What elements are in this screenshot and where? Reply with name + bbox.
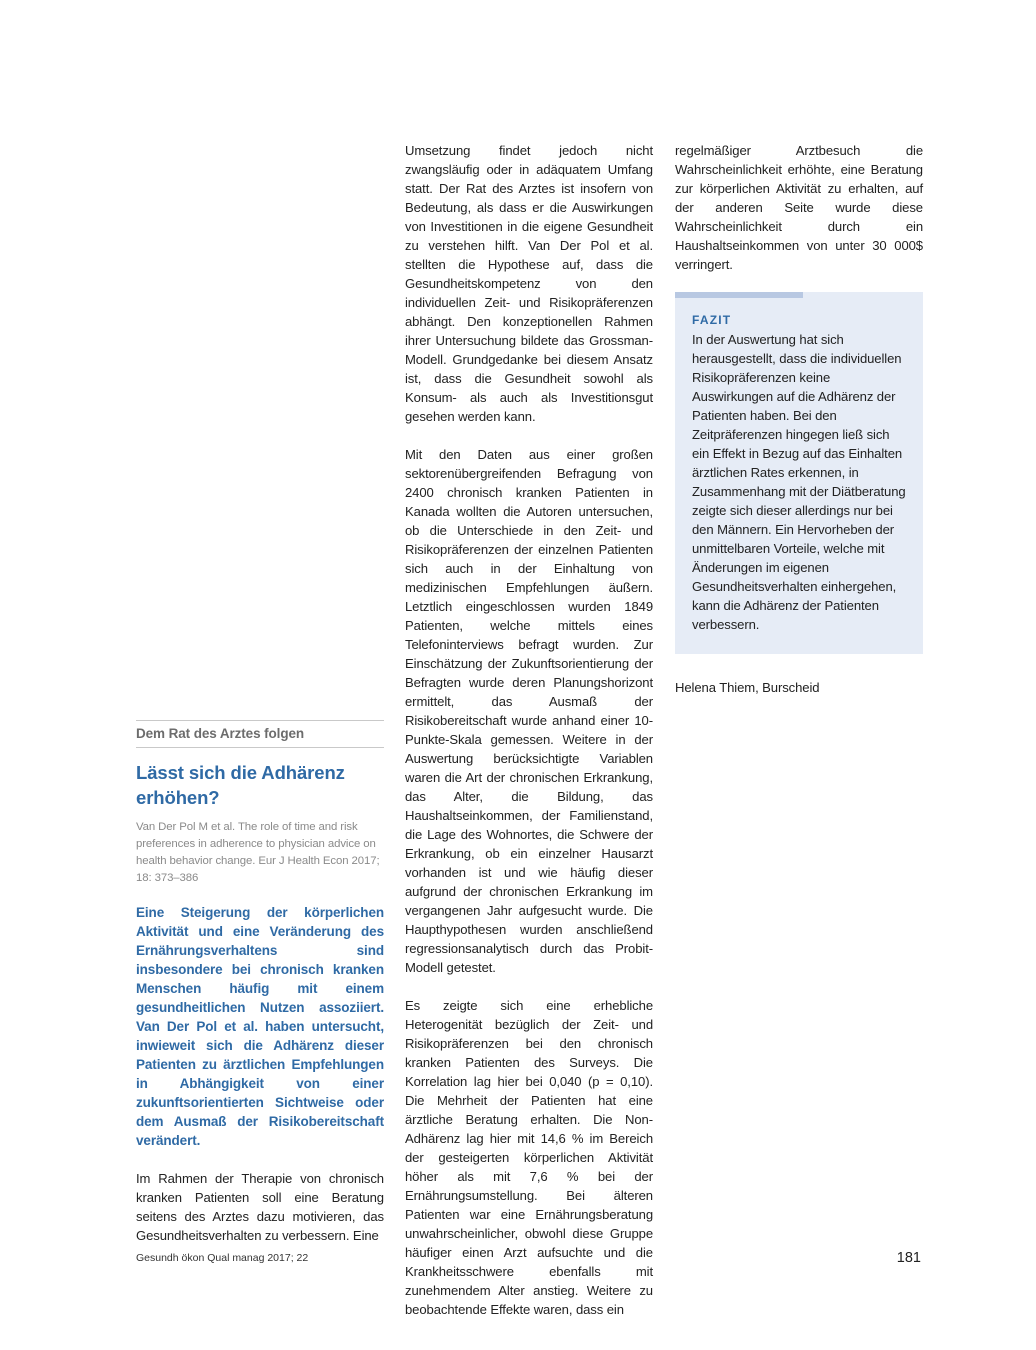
footer-journal-citation: Gesundh ökon Qual manag 2017; 22 bbox=[136, 1252, 309, 1264]
article-kicker: Dem Rat des Arztes folgen bbox=[136, 720, 384, 748]
article-reference: Van Der Pol M et al. The role of time and risk preferences in adherence to physician advice on health behavior change. Eur J Health Econ 2017; 18: 373–386 bbox=[136, 821, 380, 884]
left-column bbox=[136, 720, 384, 1245]
article-author: Helena Thiem, Burscheid bbox=[675, 680, 820, 695]
fazit-title: FAZIT bbox=[692, 313, 732, 327]
body-paragraph-1: Im Rahmen der Therapie von chronisch kranken Patienten soll eine Beratung seitens des Arztes dazu motivieren, das Gesundheitsverhalten zu verbessern. Eine bbox=[136, 1171, 384, 1243]
article-headline: Lässt sich die Adhärenz erhöhen? bbox=[136, 762, 345, 808]
body-paragraph-2: Umsetzung findet jedoch nicht zwangsläufig oder in adäquatem Umfang statt. Der Rat des Arztes ist insofern von Bedeutung, als dass er die Auswirkungen von Investitionen in die eigene Gesundheit zu verstehen hilft. Van Der Pol et al. stellten die Hypothese auf, dass die Gesundheitskompetenz von den individuellen Zeit- und Risikopräferenzen abhängt. Den konzeptionellen Rahmen ihrer Untersuchung bildete das Grossman-Modell. Grundgedanke bei diesem Ansatz ist, dass die Gesundheit sowohl als Konsum- als auch als Investitionsgut gesehen werden kann. bbox=[405, 143, 653, 424]
body-paragraph-4: Es zeigte sich eine erhebliche Heterogenität bezüglich der Zeit- und Risikopräferenzen bei den chronisch kranken Patienten des Surveys. Die Korrelation lag hier bei 0,040 (p = 0,10). Die Mehrheit der Patienten hat eine ärztliche Beratung erhalten. Die Non-Adhärenz lag hier mit 14,6 % im Bereich der gesteigerten körperlichen Aktivität höher als mit 7,6 % bei der Ernährungsumstellung. Bei älteren Patienten war eine Ernährungsberatung unwahrscheinlicher, obwohl diese Gruppe häufiger einen Arzt aufsuchte und die Krankheitsschwere ebenfalls mit zunehmendem Alter anstieg. Weitere zu beobachtende Effekte waren, dass ein bbox=[405, 998, 653, 1317]
page-number: 181 bbox=[896, 1250, 921, 1266]
fazit-accent-bar bbox=[675, 292, 803, 298]
right-column bbox=[675, 141, 923, 697]
fazit-text: In der Auswertung hat sich herausgestellt, dass die individuellen Risikopräferenzen keine Auswirkungen auf die Adhärenz der Patienten haben. Bei den Zeitpräferenzen hingegen ließ sich ein Effekt in Bezug auf das Einhalten ärztlichen Rates erkennen, in Zusammenhang mit der Diätberatung zeigte sich dieser allerdings nur bei den Männern. Ein Hervorheben der unmittelbaren Vorteile, welche mit Änderungen im eigenen Gesundheitsverhalten einhergehen, kann die Adhärenz der Patienten verbessern. bbox=[692, 332, 906, 632]
body-paragraph-5: regelmäßiger Arztbesuch die Wahrscheinlichkeit erhöhte, eine Beratung zur körperlichen Aktivität zu erhalten, auf der anderen Seite wurde diese Wahrscheinlichkeit durch ein Haushaltseinkommen von unter 30 000$ verringert. bbox=[675, 143, 923, 272]
body-paragraph-3: Mit den Daten aus einer großen sektorenübergreifenden Befragung von 2400 chronisch kranken Patienten in Kanada wollten die Autoren untersuchen, ob die Unterschiede in den Zeit- und Risikopräferenzen der einzelnen Patienten sich auch in der Einhaltung von medizinischen Empfehlungen äußern. Letztlich eingeschlossen wurden 1849 Patienten, welche mittels eines Telefoninterviews befragt wurden. Zur Einschätzung der Zukunftsorientierung der Befragten wurde deren Planungshorizont ermittelt, das Ausmaß der Risikobereitschaft wurde anhand einer 10-Punkte-Skala gemessen. Weitere in der Auswertung berücksichtigte Variablen waren die Art der chronischen Erkrankung, das Alter, die Bildung, das Haushaltseinkommen, der Familienstand, die Lage des Wohnortes, die Schwere der Erkrankung, ob ein einzelner Hausarzt vorhanden ist und wie häufig dieser aufgrund der chronischen Erkrankung im vergangenen Jahr aufgesucht wurde. Die Haupthypothesen wurden anschließend regressionsanalytisch durch das Probit-Modell getestet. bbox=[405, 447, 653, 975]
fazit-box bbox=[675, 292, 923, 654]
middle-column bbox=[405, 141, 653, 1319]
article-lead: Eine Steigerung der körperlichen Aktivität und eine Veränderung des Ernährungsverhaltens sind insbesondere bei chronisch kranken Menschen häufig mit einem gesundheitlichen Nutzen assoziiert. Van Der Pol et al. haben untersucht, inwieweit sich die Adhärenz dieser Patienten zu ärztlichen Empfehlungen in Abhängigkeit von einer zukunftsorientierten Sichtweise oder dem Ausmaß der Risikobereitschaft verändert. bbox=[136, 905, 384, 1148]
